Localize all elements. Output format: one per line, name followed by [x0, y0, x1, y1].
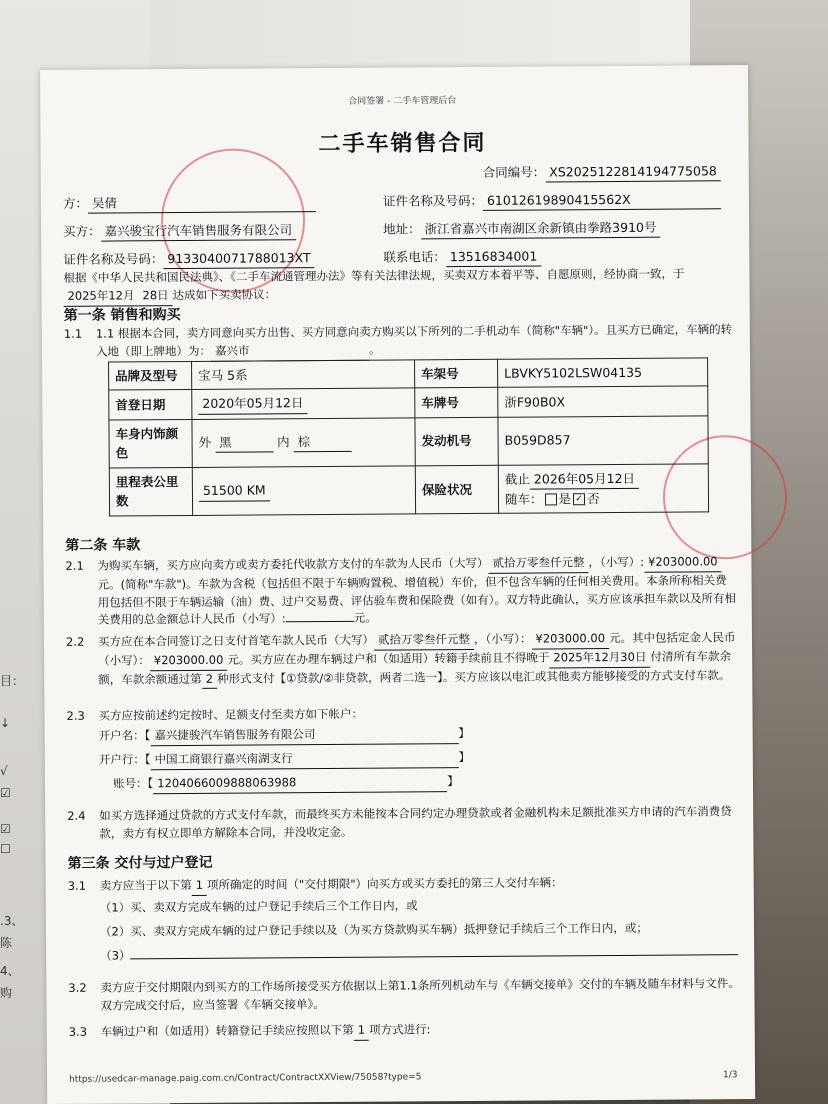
contract-number: 合同编号： XS2025122814194775058	[483, 161, 721, 183]
footer-page-number: 1/3	[722, 1070, 738, 1081]
table-label: 里程表公里数	[109, 467, 192, 516]
table-label: 品牌及型号	[109, 361, 192, 390]
intro-paragraph: 根据《中华人民共和国民法典》、《二手车流通管理办法》等有关法律法规，买卖双方本着平等、自愿原则，经协商一致，于2025年12月 28日 达成如下买卖协议：	[63, 265, 743, 306]
section-2-title: 第二条 车款	[65, 537, 141, 554]
clause-1-1: 1.1 1.1 根据本合同，卖方同意向买方出售、买方同意向卖方购买以下所列的二手机动车（简称"车辆"）。且买方已确定，车辆的转入地（即上牌地）为： 嘉兴市 。	[64, 321, 744, 326]
checkbox-checked-icon: ✓	[573, 494, 585, 506]
side-frag: .3、	[0, 914, 24, 928]
side-frag: ☑	[0, 786, 11, 800]
insurance-value: 截止 2026年05月12日 随车： 是 ✓ 否	[498, 463, 708, 513]
side-frag: ↓	[0, 716, 11, 730]
seller-id-line: 证件名称及号码： 610126198904155​62X	[383, 189, 721, 212]
background-top-paper	[150, 0, 710, 70]
clause-3-2: 3.2 卖方应于交付期限内到买方的工作场所接受买方依据以上第1.1条所列机动车与《车辆交接单》交付的车辆及随车材料与文件。双方完成交付后，应当签署《车辆交接单》。	[68, 976, 740, 1013]
vehicle-info-table	[108, 357, 709, 516]
side-frag: 目：	[0, 674, 25, 688]
section-1-title: 第一条 销售和购买	[63, 307, 181, 324]
table-label: 保险状况	[415, 465, 498, 514]
clause-2-1: 2.1 为购买车辆，买方应向卖方或卖方委托代收款方支付的车款为人民币（大写） 贰拾万零叁仟元整 ，（小写）: ¥203000.00元。(简称"车款")。车款为含税（包括但不限于车辆购置税、增值税）车价，但不包含车辆的任何相关费用。本条所称相关费用包括但不限于车辆运输（油）费、过户交易费、评估验车费和保险费（如有）。双方特此确认，买方应该承担车款以及所有相关费用的总金额总计人民币（小写）: 元。	[65, 554, 737, 628]
buyer-id-line: 证件名称及号码： 9133040071788013XT	[63, 248, 314, 270]
account-name-line: 开户名：【 嘉兴捷骏汽车销售服务有限公司 】	[99, 725, 470, 746]
footer-url: https://usedcar-manage.paig.com.cn/Contract/ContractXXView/75058?type=5	[69, 1072, 422, 1085]
seller-line: 方： 吴倩	[63, 192, 316, 214]
color-value: 外 黑 内 棕	[192, 418, 415, 467]
section-3-title: 第三条 交付与过户登记	[67, 854, 213, 872]
phone-line: 联系电话： 13516834001	[383, 247, 541, 268]
clause-3-1: 3.1 卖方应当于以下第 1 项所确定的时间（"交付期限"）向买方或买方委托的第三人交付车辆：	[68, 873, 748, 878]
clause-3-1-option-2: （2）买、卖双方完成车辆的过户登记手续以及（为买方贷款购买车辆）抵押登记手续后三个工作日内，或；	[99, 920, 648, 939]
clause-2-4: 2.4 如买方选择通过贷款的方式支付车款，而最终买方未能按本合同约定办理贷款或者金融机构未足额批准买方申请的汽车消费贷款，卖方有权立即单方解除本合同，并没收定金。	[67, 804, 732, 841]
clause-2-3: 2.3 买方应按前述约定按时、足额支付至卖方如下帐户：	[66, 706, 364, 723]
brand-value: 宝马 5系	[192, 360, 415, 390]
side-frag: √	[0, 764, 8, 778]
side-frag: 陈	[0, 936, 13, 950]
clause-3-1-option-1: （1）买、卖双方完成车辆的过户登记手续后三个工作日内，或	[99, 898, 418, 915]
page-header: 合同签署 - 二手车管理后台	[348, 96, 457, 107]
table-label: 车架号	[415, 359, 498, 388]
side-frag: 4、	[0, 964, 20, 978]
table-label: 首登日期	[109, 390, 192, 420]
bank-line: 开户行：【 中国工商银行嘉兴南湖支行 】	[99, 749, 470, 770]
account-number-line: 账号：【 1204066009888063988 】	[113, 773, 459, 794]
side-frag: 购	[0, 986, 13, 1000]
plate-value: 浙F90B0X	[498, 386, 708, 417]
engine-value: B059D857	[498, 416, 708, 465]
mileage-value: 51500 KM	[192, 465, 415, 515]
clause-3-1-option-3: （3）	[100, 943, 738, 965]
table-label: 车牌号	[415, 388, 498, 418]
vin-value: LBVKY5102LSW04135	[498, 358, 708, 388]
clause-2-2: 2.2 买方应在本合同签订之日支付首笔车款人民币（大写） 贰拾万零叁仟元整 ，（小写）： ¥203000.00 元。其中包括定金人民币（小写）： ¥203000.00 元。买方应在办理车辆过户和（如适用）转籍手续前且不得晚于 2025年12月30日 付清所有车款余额，车款余额通过第 2 种形式支付【①贷款/②非贷款，两者二选一】。买方应该以电汇或其他卖方能够接受的方式支付车款。	[66, 629, 746, 634]
side-frag: ☑	[0, 822, 11, 836]
contract-title: 二手车销售合同	[318, 130, 487, 158]
table-label: 发动机号	[415, 417, 498, 465]
checkbox-empty-icon	[544, 494, 556, 506]
buyer-line: 买方： 嘉兴骏宝行汽车销售服务有限公司	[63, 220, 296, 242]
reg-date-value: 2020年05月12日	[192, 388, 415, 419]
address-line: 地址： 浙江省嘉兴市南湖区余新镇由拳路3910号	[383, 218, 660, 240]
contract-page	[40, 65, 755, 1104]
table-label: 车身内饰颜色	[109, 419, 192, 467]
side-frag: ☐	[0, 842, 11, 856]
clause-3-3: 3.3 车辆过户和（如适用）转籍登记手续应按照以下第 1 项方式进行:	[68, 1022, 431, 1039]
